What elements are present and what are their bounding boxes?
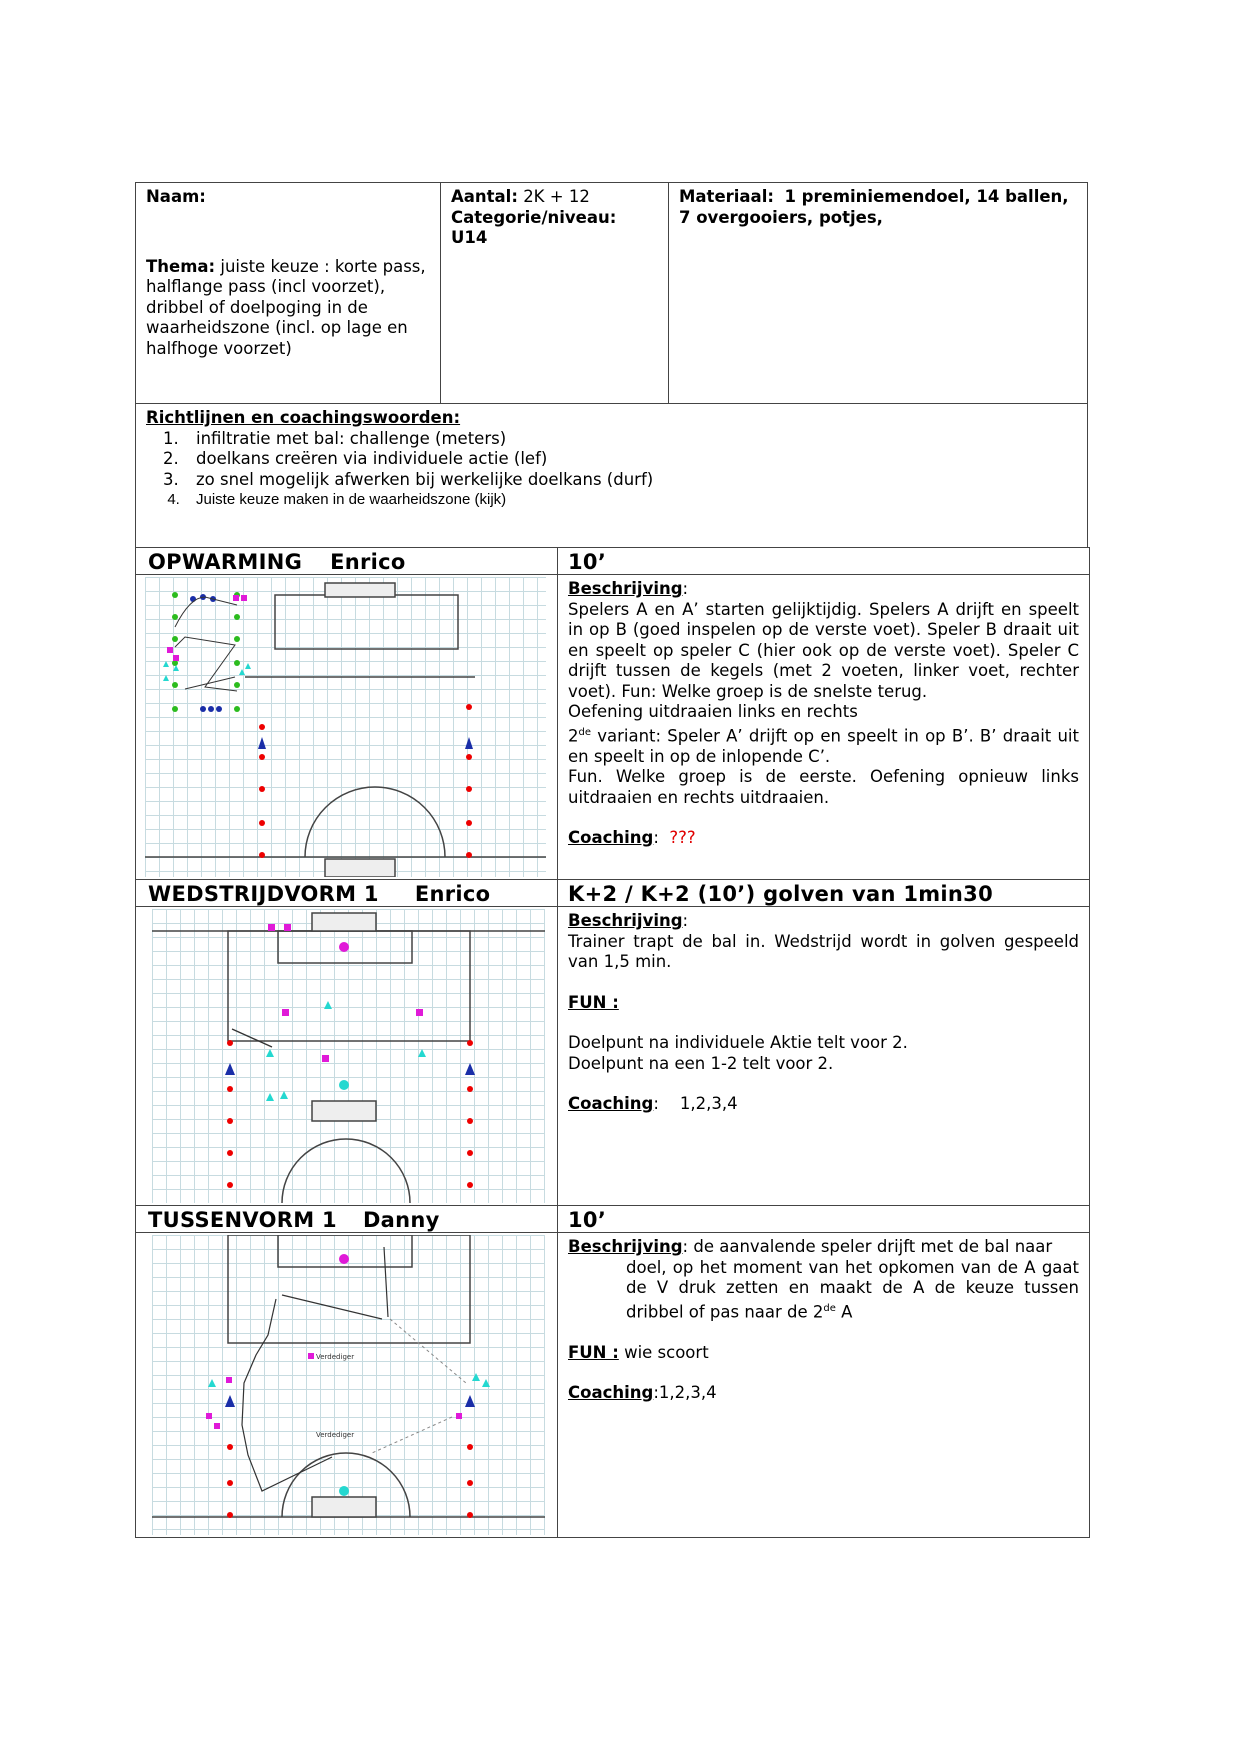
aantal-label: Aantal:: [451, 187, 518, 206]
opwarming-field-svg: [145, 577, 546, 877]
list-item: 3. zo snel mogelijk afwerken bij werkelijke doelkans (durf): [184, 470, 1077, 491]
beschrijving-label: Beschrijving: [568, 911, 683, 930]
materiaal-label: Materiaal:: [679, 187, 774, 206]
opwarming-trainer: Enrico: [330, 550, 406, 574]
fun-value: wie scoort: [618, 1342, 709, 1362]
tussenvorm-text-sup: de: [823, 1302, 836, 1314]
list-item: 1. infiltratie met bal: challenge (meters): [184, 429, 1077, 450]
thema-text: juiste keuze : korte pass, halflange pass (incl voorzet), dribbel of doelpoging in de waarheidszone (incl. op lage en halfhoge voorzet): [146, 256, 426, 358]
wedstrijdvorm-format: K+2 / K+2 (10’) golven van 1min30: [568, 882, 994, 906]
variant-sup: de: [578, 726, 591, 738]
opwarming-fun2: Fun. Welke groep is de eerste. Oefening opnieuw links uitdraaien en rechts uitdraaien.: [568, 767, 1079, 807]
richtlijnen-title: Richtlijnen en coachingswoorden:: [146, 408, 461, 427]
wedstrijdvorm-title-cell: [135, 879, 558, 907]
coaching-label: Coaching: [568, 1094, 654, 1113]
opwarming-line2: Oefening uitdraaien links en rechts: [568, 702, 858, 721]
wedstrijdvorm-field-diagram: [152, 909, 545, 1203]
opwarming-text-cell: Beschrijving: Spelers A en A’ starten gelijktijdig. Spelers A drijft en speelt in op B (goed inspelen op de verste voet). Speler B draait uit en speelt op speler C (hier ook op de verste voet). Speler C drijft tussen de kegels (met 2 voeten, linker voet, rechter voet). Fun: Welke groep is de snelste terug. Oefening uitdraaien links en rechts 2de variant: Speler A’ drijft op en speelt in op B’. B’ draait uit en speelt in op de inlopende C’. Fun. Welke groep is de eerste. Oefening opnieuw links uitdraaien en rechts uitdraaien. Coaching: ???: [557, 574, 1090, 880]
tussenvorm-text-cell: Beschrijving: de aanvalende speler drijft met de bal naar doel, op het moment van het opkomen van de A gaat de V druk zetten en maakt de A de keuze tussen dribbel of pas naar de 2de A FUN : wie scoort Coaching:1,2,3,4: [557, 1232, 1090, 1538]
wedstrijdvorm-format-cell: [557, 879, 1090, 907]
tussenvorm-text-end: A: [835, 1302, 853, 1321]
list-item: 4. Juiste keuze maken in de waarheidszone (kijk): [184, 490, 1077, 511]
tussenvorm-duration: 10’: [568, 1208, 607, 1232]
tussenvorm-duration-cell: [557, 1205, 1090, 1233]
categorie-label: Categorie/niveau:: [451, 207, 617, 227]
opwarming-duration-cell: [557, 547, 1090, 575]
wedstrijdvorm-text-cell: Beschrijving: Trainer trapt de bal in. Wedstrijd wordt in golven gespeeld van 1,5 min. FUN : Doelpunt na individuele Aktie telt voor 2. Doelpunt na een 1-2 telt voor 2. Coaching: 1,2,3,4: [557, 906, 1090, 1206]
aantal-cell: [440, 182, 669, 404]
opwarming-duration: 10’: [568, 550, 607, 574]
wedstrijdvorm-diagram-cell: [135, 906, 558, 1206]
richtlijnen-cell: [135, 403, 1088, 548]
fun-label: FUN :: [568, 992, 619, 1012]
coaching-label: Coaching: [568, 828, 654, 847]
opwarming-title: OPWARMING: [148, 550, 303, 574]
list-item: 2. doelkans creëren via individuele actie (lef): [184, 449, 1077, 470]
materiaal-cell: [668, 182, 1088, 404]
opwarming-description: Spelers A en A’ starten gelijktijdig. Spelers A drijft en speelt in op B (goed inspelen op de verste voet). Speler B draait uit en speelt op speler C (hier ook op de verste voet). Speler C drijft tussen de kegels (met 2 voeten, linker voet, rechter voet). Fun: Welke groep is de snelste terug.: [568, 599, 1079, 701]
wedstrijdvorm-trainer: Enrico: [414, 882, 491, 906]
tussenvorm-title: TUSSENVORM 1: [148, 1208, 337, 1232]
coaching-label: Coaching: [568, 1383, 654, 1402]
beschrijving-label: Beschrijving: [568, 1237, 683, 1256]
coaching-value: 1,2,3,4: [658, 1383, 717, 1402]
naam-cell: [135, 182, 441, 404]
opwarming-field-diagram: [145, 577, 546, 877]
tussenvorm-field-diagram: [152, 1235, 545, 1535]
thema-label: Thema:: [146, 256, 216, 276]
wedstrijdvorm-field-svg: [152, 909, 545, 1203]
opwarming-title-cell: [135, 547, 558, 575]
diagram-label-verdediger: Verdediger: [316, 1353, 355, 1361]
tussenvorm-text-rest: doel, op het moment van het opkomen van de A gaat de V druk zetten en maakt de A de keuze tussen dribbel of pas naar de 2: [626, 1257, 1079, 1321]
coaching-value: ???: [669, 828, 696, 847]
wedstrijdvorm-title: WEDSTRIJDVORM 1: [148, 882, 379, 906]
coaching-value: 1,2,3,4: [679, 1094, 738, 1113]
tussenvorm-title-cell: [135, 1205, 558, 1233]
opwarming-diagram-cell: [135, 574, 558, 880]
variant-text: variant: Speler A’ drijft op en speelt in op B’. B’ draait uit en speelt in op de inlopende C’.: [568, 726, 1079, 766]
tussenvorm-field-svg: [152, 1235, 545, 1535]
fun-label: FUN :: [568, 1342, 619, 1362]
tussenvorm-text-first: : de aanvalende speler drijft met de bal naar: [682, 1237, 1053, 1256]
aantal-value: 2K + 12: [523, 187, 590, 206]
naam-label: Naam:: [146, 187, 206, 206]
fun-line1: Doelpunt na individuele Aktie telt voor 2.: [568, 1033, 908, 1052]
variant-num: 2: [568, 726, 579, 745]
tussenvorm-trainer: Danny: [362, 1208, 440, 1232]
diagram-label-verdediger: Verdediger: [316, 1431, 355, 1439]
richtlijnen-list: [146, 429, 1077, 511]
tussenvorm-diagram-cell: [135, 1232, 558, 1538]
beschrijving-label: Beschrijving: [568, 579, 683, 598]
wedstrijdvorm-description: Trainer trapt de bal in. Wedstrijd wordt in golven gespeeld van 1,5 min.: [568, 931, 1079, 971]
materiaal-value: 1 preminiemendoel, 14 ballen, 7 overgooiers, potjes,: [679, 187, 1069, 227]
categorie-value: U14: [451, 228, 488, 247]
fun-line2: Doelpunt na een 1-2 telt voor 2.: [568, 1053, 834, 1073]
